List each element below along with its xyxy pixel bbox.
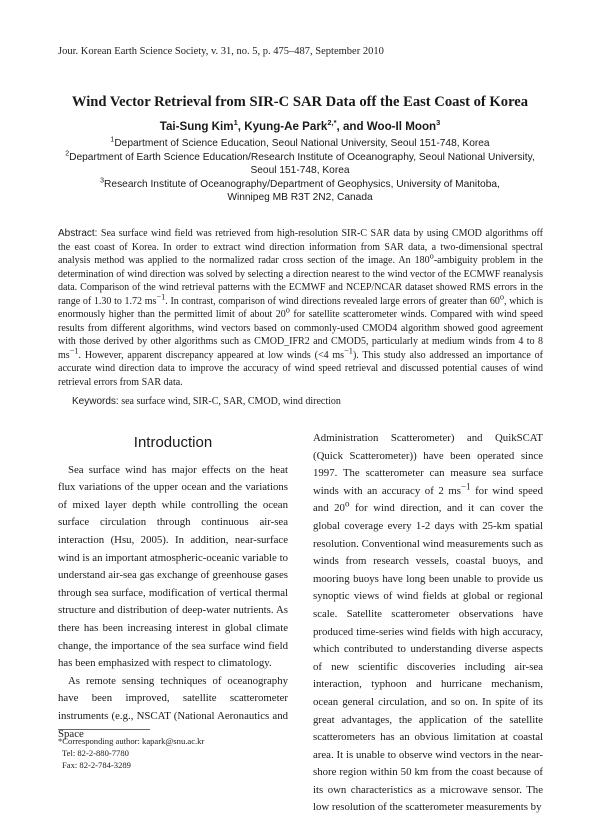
author-name: Tai-Sung Kim [159, 120, 234, 133]
affil-text: Research Institute of Oceanography/Department of Geophysics, University of Manitoba, [104, 178, 500, 190]
abstract-text: -ambiguity problem in the determination of wind direction was solved by selecting a direction nearest to the wind vector of the ECMWF reanalysis data. Comparison of the wind retrieval patterns with the ECMWF and NCEP/NCAR dataset showed RMS errors in the range of 1.30 to 1.72 ms [58, 255, 543, 307]
footnote [58, 735, 288, 771]
abstract-sup: −1 [344, 346, 353, 356]
affil-marker: 2 [65, 150, 70, 158]
affil-text: Department of Earth Science Education/Research Institute of Oceanography, Seoul National University, [69, 151, 535, 163]
footnote-fax: Fax: 82-2-784-3289 [62, 760, 131, 770]
abstract-label: Abstract: [58, 228, 98, 239]
affiliation-2 [0, 151, 600, 165]
body-text: for wind speed and 20 [313, 484, 543, 515]
body-paragraph: Sea surface wind has major effects on the heat flux variations of the upper ocean and the variations of mixed layer depth while controlling the ocean surface circulation through continuous air-sea interaction (Hsu, 2005). In addition, near-surface wind is an important atmospheric-oceanic variable to understand air-sea gas exchange of greenhouse gases through sea surface, modification of vertical thermal structure and distribution of deep-water nutrients. As there has been increasing interest in global climate change, the importance of the sea surface wind field has been emphasized with respect to climatology. [58, 463, 288, 670]
keywords-label: Keywords: [72, 396, 119, 407]
abstract-text: . In contrast, comparison of wind directions revealed large errors of greater than 60 [165, 295, 500, 307]
body-sup: o [344, 498, 350, 509]
author-separator: , [237, 120, 245, 133]
affiliation-3 [0, 178, 600, 192]
abstract-sup: −1 [69, 346, 79, 356]
affil-marker: 1 [110, 136, 115, 144]
abstract-text: , which is enormously higher than the permitted limit of about 20 [58, 295, 543, 320]
footnote-divider [58, 729, 150, 730]
author-list [0, 120, 600, 133]
affil-text: Department of Science Education, Seoul National University, Seoul 151-748, Korea [114, 138, 490, 149]
paper-title: Wind Vector Retrieval from SIR-C SAR Data off the East Coast of Korea [71, 94, 529, 110]
abstract-text: ). This study also addressed an importance of accurate wind direction data to improve the accuracy of wind speed retrieval and discussed potential causes of wind retrieval errors from SAR data. [58, 349, 543, 388]
body-sup: −1 [460, 481, 471, 492]
abstract-text: . However, apparent discrepancy appeared at low winds (<4 ms [78, 349, 345, 361]
body-column-right [313, 430, 543, 817]
journal-citation: Jour. Korean Earth Science Society, v. 31, no. 5, p. 475–487, September 2010 [58, 46, 384, 57]
author-name: Woo-Il Moon [366, 120, 437, 133]
author-affil-marker: 3 [436, 118, 441, 128]
author-name: Kyung-Ae Park [244, 120, 328, 133]
author-separator: , and [336, 120, 367, 133]
affiliations [0, 137, 600, 205]
affiliation-1 [0, 137, 600, 151]
affiliation-3-cont [0, 191, 600, 205]
author-affil-marker: 1 [233, 118, 238, 128]
body-text: Administration Scatterometer) and QuikSCAT (Quick Scatterometer)) have been operated since 1997. The scatterometer can measure sea surface winds with an accuracy of 2 ms [313, 432, 543, 497]
body-paragraph [313, 430, 543, 817]
abstract-sup: o [429, 251, 434, 261]
body-text: for wind direction, and it can cover the global coverage every 1-2 days with 25-km spatial resolution. Conventional wind measurements such as winds from research vessels, coastal buoys, and mooring buoys have long been unable to provide us synoptic views of wind fields at global or regional scale. Satellite scatterometer observations have produced time-series wind fields with high accuracy, which contributed to understanding diverse aspects of new scientific discoveries including air-sea interaction, typhoon and hurricane mechanism, ocean general circulation, and so on. In spite of its great advantages, the application of the satellite scatterometers has an obvious limitation at coastal area. It is unable to observe wind vectors in the near-shore region within 50 km from the coast because of its own characteristics as a microwave sensor. The low resolution of the scatterometer measurements by [313, 502, 544, 814]
abstract-sup: −1 [156, 292, 166, 302]
abstract-text: Sea surface wind field was retrieved from high-resolution SIR-C SAR data by using CMOD algorithms off the east coast of Korea. In order to extract wind direction information from SAR data, a two-dimensional spectral analysis method was applied to the normalized radar cross section of the image. An 180 [58, 228, 543, 266]
body-paragraph: As remote sensing techniques of oceanography have been improved, satellite scatterometer instruments (e.g., NSCAT (National Aeronautics and Space [58, 674, 288, 740]
abstract-sup: o [499, 292, 505, 302]
affiliation-2-cont [0, 164, 600, 178]
abstract [58, 227, 543, 389]
keywords [72, 396, 542, 407]
affil-text: Winnipeg MB R3T 2N2, Canada [227, 192, 373, 204]
affil-text: Seoul 151-748, Korea [250, 165, 350, 177]
affil-marker: 3 [100, 177, 105, 185]
body-column-left [58, 430, 288, 743]
abstract-text: for satellite scatterometer winds. Compared with wind speed results from different algorithms, wind vectors based on commonly-used CMOD4 algorithm showed good agreement with those derived by other algorithms such as CMOD_IFR2 and CMOD5, particularly at medium winds from 4 to 8 ms [58, 309, 543, 361]
footnote-tel: Tel: 82-2-880-7780 [62, 748, 129, 758]
author-affil-marker: 2,* [327, 118, 337, 128]
section-heading: Introduction [133, 434, 213, 451]
keywords-text: sea surface wind, SIR-C, SAR, CMOD, wind direction [118, 396, 341, 407]
footnote-corresponding: *Corresponding author: kapark@snu.ac.kr [58, 736, 205, 746]
abstract-sup: o [285, 305, 290, 315]
